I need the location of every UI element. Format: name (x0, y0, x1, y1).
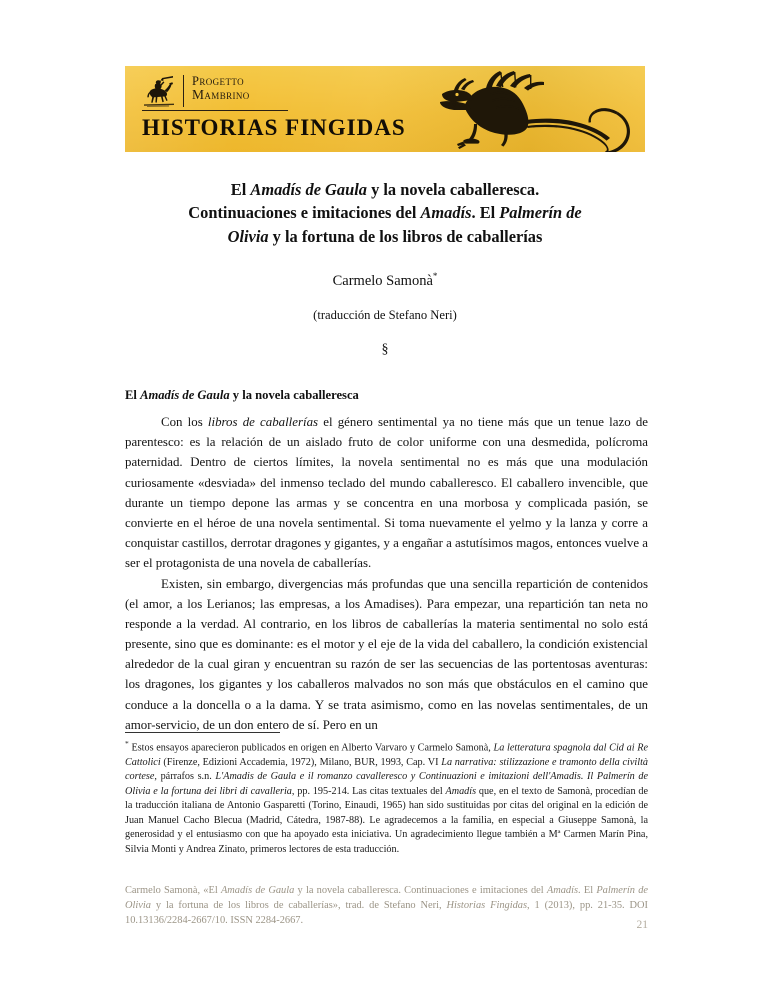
knight-on-horseback-icon (142, 75, 176, 107)
section-heading: El Amadís de Gaula y la novela caballeresca (125, 388, 359, 402)
article-body (125, 412, 648, 735)
dragon-engraving-icon (430, 66, 645, 152)
logo-line-progetto: Progetto (192, 74, 244, 88)
author-name: Carmelo Samonà (332, 272, 433, 289)
progetto-mambrino-logo (142, 74, 250, 107)
section-symbol: § (381, 342, 389, 357)
author-byline (125, 271, 645, 290)
footnote-marker: * (125, 739, 129, 748)
author-footnote-marker: * (432, 271, 438, 281)
footer-citation: Carmelo Samonà, «El Amadís de Gaula y la novela caballeresca. Continuaciones e imitaciones del Amadís. El Palmerín de Olivia y la fortuna de los libros de caballerías», trad. de Stefano Neri, Historias Fingidas, 1 (2013), pp. 21-35. DOI 10.13136/2284-2667/10. ISSN 2284-2667. (125, 885, 649, 927)
body-paragraph-2: Existen, sin embargo, divergencias más profundas que una sencilla repartición de contenidos (el amor, a los Lerianos; las empresas, a los Amadises). Para empezar, una repartición tan neta no responde a la verdad. Al contrario, en los libros de caballerías la materia sentimental no solo está presente, sino que es dominante: es el motor y el eje de la vida del caballero, la condición existencial alrededor de la cual giran y encuentran su razón de ser las secuencias de las portentosas aventuras: los dragones, los gigantes y los caballeros malvados no son más que obstáculos en el camino que conduce a la doncella o a la dama. Y se trata asimismo, como en las novelas sentimentales, de un amor-servicio, de un don entero de sí. Pero en un (125, 576, 648, 732)
footnote-text: * Estos ensayos aparecieron publicados en origen en Alberto Varvaro y Carmelo Samonà, La letteratura spagnola dal Cid ai Re Cattolici (Firenze, Edizioni Accademia, 1972), Milano, BUR, 1993, Cap. VI La narrativa: stilizzazione e tramonto della civiltà cortese, párrafos s.n. L'Amadis de Gaula e il romanzo cavalleresco y Continuazioni e imitazioni dell'Amadis. Il Palmerín de Olivia e la fortuna dei libri di cavalleria, pp. 195-214. Las citas textuales del Amadís que, en el texto de Samonà, procedían de la traducción italiana de Antonio Gasparetti (Torino, Einaudi, 1965) han sido sustituidas por citas del original en la edición de Juan Manuel Cacho Blecua (Madrid, Cátedra, 1987-88). Le agradecemos a la familia, en especial a Giuseppe Samonà, la generosidad y el entusiasmo con que ha apoyado esta iniciativa. Un agradecimiento llegue también a Mª Carmen Marín Pina, Silvia Monti y Andrea Zinato, primeros lectores de esta traducción. (125, 739, 648, 855)
translator-note: (traducción de Stefano Neri) (313, 308, 457, 322)
title-line-1: El Amadís de Gaula y la novela caballeresca. (230, 180, 540, 199)
body-paragraph-1: Con los libros de caballerías el género sentimental ya no tiene más que un tenue lazo de parentesco: es la relación de un aislado fruto de color uniforme con una desmedida, polícroma paternidad. Dentro de ciertos límites, la novela sentimental no es más que una modulación curiosamente «desviada» del inmenso teclado del mundo caballeresco. El caballero invencible, que durante un tiempo depone las armas y se concentra en una morbosa y complicada pasión, se convierte en el héroe de una novela sentimental. Si toma nuevamente el yelmo y la lanza y corre a conquistar castillos, derrotar dragones y gigantes, y a engañar a astutísimos magos, entonces vuelve a ser el protagonista de una novela de caballerías. (125, 415, 648, 571)
logo-wordmark (192, 74, 250, 102)
masthead-inner (125, 66, 645, 152)
logo-divider-rule (183, 75, 184, 107)
page-number: 21 (636, 919, 648, 931)
journal-title: HISTORIAS FINGIDAS (142, 115, 406, 140)
title-line-3: Olivia y la fortuna de los libros de caballerías (227, 226, 543, 246)
footnote-separator-rule (125, 732, 280, 733)
journal-masthead-banner (125, 66, 645, 152)
title-line-2: Continuaciones e imitaciones del Amadís. El Palmerín de (188, 203, 582, 223)
page-title (125, 178, 645, 248)
logo-line-mambrino: Mambrino (192, 87, 250, 102)
masthead-horizontal-rule (142, 110, 288, 111)
